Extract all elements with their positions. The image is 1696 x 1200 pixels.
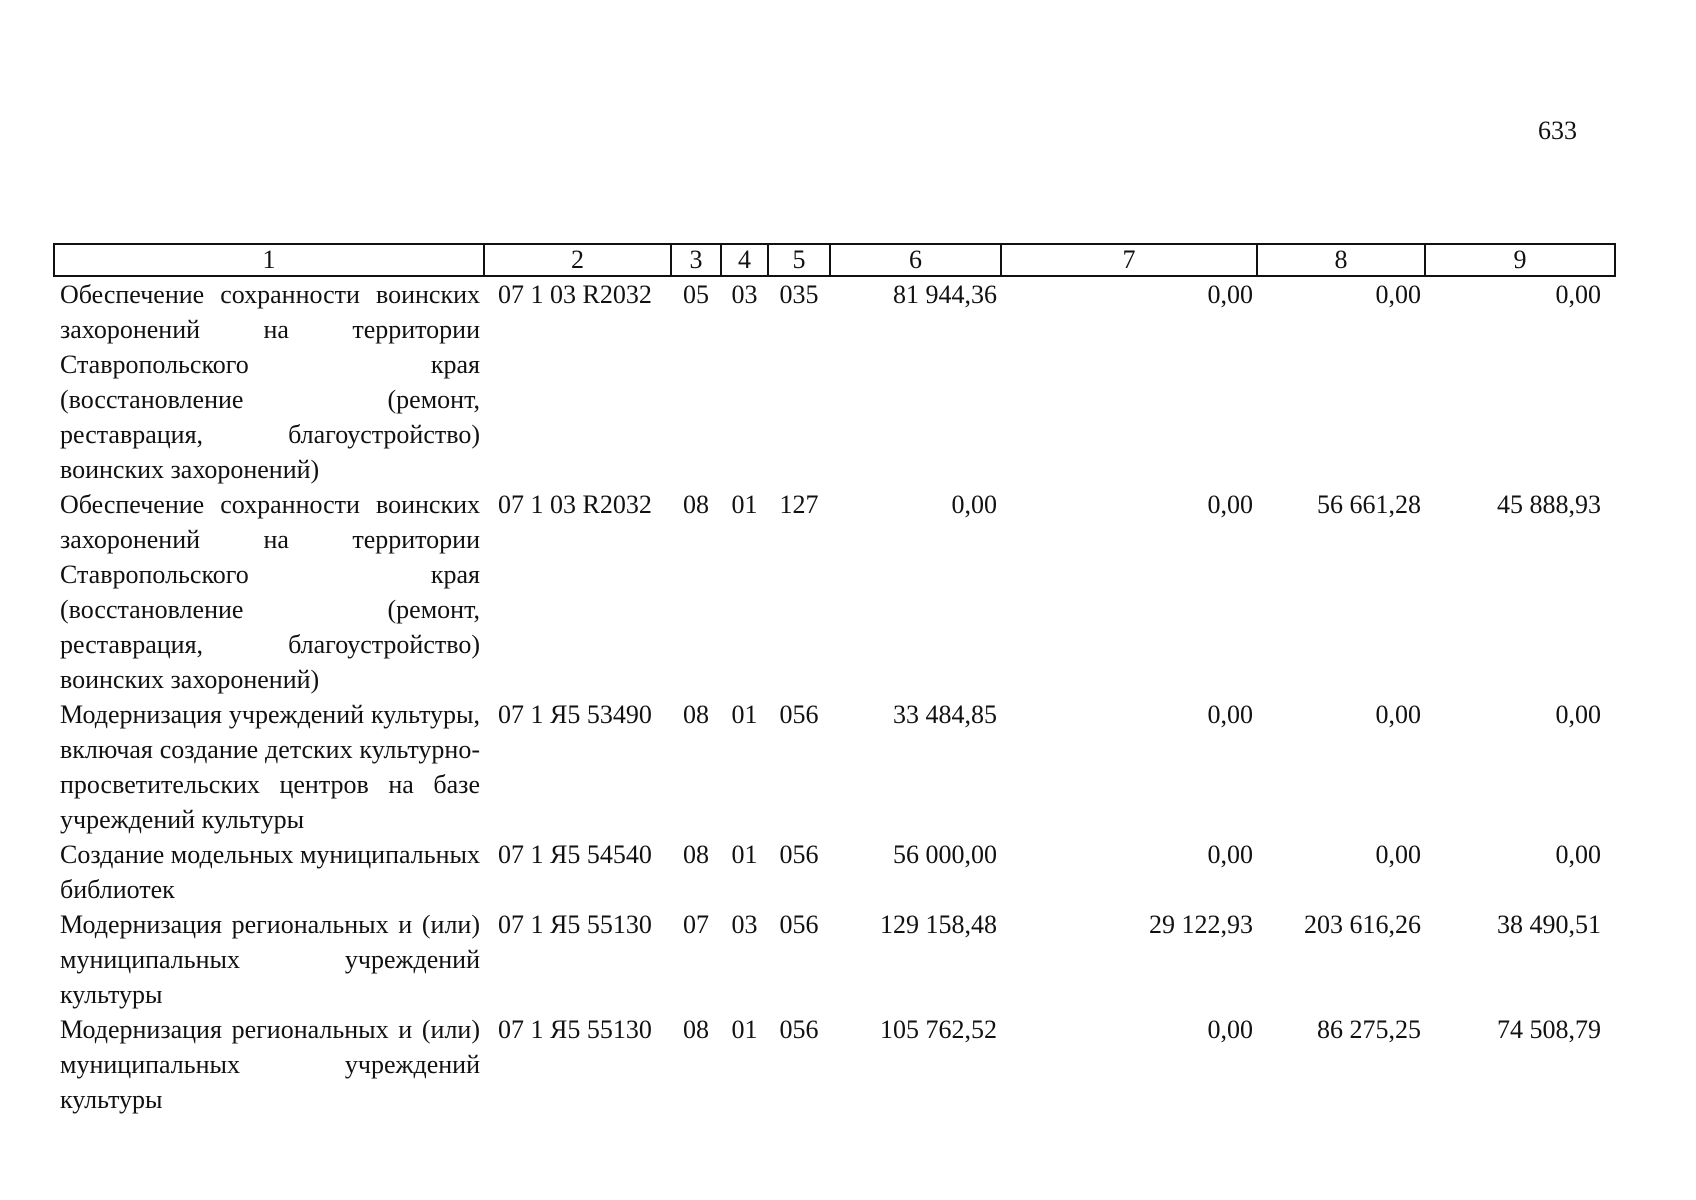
subsection-code: 01 (731, 490, 758, 519)
section-code: 08 (683, 1015, 709, 1044)
amount-col7: 0,00 (1207, 1015, 1253, 1044)
expense-type-code: 035 (779, 280, 819, 309)
column-header: 7 (1001, 244, 1257, 276)
column-header: 1 (54, 244, 484, 276)
amount-col8: 86 275,25 (1317, 1015, 1421, 1044)
expense-type-code: 056 (779, 910, 819, 939)
amount-col6: 81 944,36 (893, 280, 997, 309)
amount-col6: 105 762,52 (880, 1015, 997, 1044)
item-name: Модернизация учреждений культуры, включая создание детских культурно-просветительских центров на базе учреждений культуры (60, 700, 480, 834)
amount-col9: 0,00 (1555, 700, 1601, 729)
amount-col6: 33 484,85 (893, 700, 997, 729)
section-code: 08 (683, 700, 709, 729)
amount-col7: 29 122,93 (1149, 910, 1253, 939)
amount-col7: 0,00 (1207, 700, 1253, 729)
amount-col7: 0,00 (1207, 840, 1253, 869)
table-row (54, 837, 1615, 907)
subsection-code: 01 (731, 1015, 758, 1044)
table-row (54, 276, 1615, 487)
table-row (54, 697, 1615, 837)
item-name: Модернизация региональных и (или) муниципальных учреждений культуры (60, 1015, 480, 1114)
page-number: 633 (1538, 116, 1577, 145)
section-code: 07 (683, 910, 709, 939)
amount-col6: 129 158,48 (880, 910, 997, 939)
subsection-code: 01 (731, 840, 758, 869)
column-header: 5 (768, 244, 830, 276)
subsection-code: 01 (731, 700, 758, 729)
table-row (54, 487, 1615, 697)
subsection-code: 03 (731, 910, 758, 939)
section-code: 08 (683, 490, 709, 519)
table-row (54, 907, 1615, 1012)
target-code: 07 1 Я5 53490 (498, 700, 652, 729)
amount-col7: 0,00 (1207, 280, 1253, 309)
column-header: 9 (1425, 244, 1615, 276)
item-name: Обеспечение сохранности воинских захоронений на территории Ставропольского края (восстановление (ремонт, реставрация, благоустройство) воинских захоронений) (60, 490, 480, 694)
expense-type-code: 056 (779, 1015, 819, 1044)
column-header: 4 (721, 244, 768, 276)
target-code: 07 1 03 R2032 (498, 280, 652, 309)
target-code: 07 1 Я5 55130 (498, 910, 652, 939)
amount-col8: 0,00 (1375, 700, 1421, 729)
expense-type-code: 056 (779, 700, 819, 729)
amount-col9: 0,00 (1555, 840, 1601, 869)
section-code: 08 (683, 840, 709, 869)
target-code: 07 1 Я5 55130 (498, 1015, 652, 1044)
target-code: 07 1 Я5 54540 (498, 840, 652, 869)
item-name: Создание модельных муниципальных библиотек (60, 840, 480, 904)
amount-col7: 0,00 (1207, 490, 1253, 519)
amount-col9: 45 888,93 (1497, 490, 1601, 519)
item-name: Модернизация региональных и (или) муниципальных учреждений культуры (60, 910, 480, 1009)
column-header: 2 (484, 244, 671, 276)
header-row (54, 244, 1615, 276)
amount-col9: 74 508,79 (1497, 1015, 1601, 1044)
subsection-code: 03 (731, 280, 758, 309)
column-header: 8 (1257, 244, 1425, 276)
amount-col8: 0,00 (1375, 280, 1421, 309)
table-row (54, 1012, 1615, 1117)
item-name: Обеспечение сохранности воинских захоронений на территории Ставропольского края (восстановление (ремонт, реставрация, благоустройство) воинских захоронений) (60, 280, 480, 484)
amount-col8: 56 661,28 (1317, 490, 1421, 519)
amount-col6: 0,00 (951, 490, 997, 519)
amount-col8: 0,00 (1375, 840, 1421, 869)
target-code: 07 1 03 R2032 (498, 490, 652, 519)
expense-type-code: 127 (779, 490, 819, 519)
amount-col9: 38 490,51 (1497, 910, 1601, 939)
section-code: 05 (683, 280, 709, 309)
column-header: 3 (671, 244, 721, 276)
budget-table (53, 243, 1616, 1117)
amount-col6: 56 000,00 (893, 840, 997, 869)
expense-type-code: 056 (779, 840, 819, 869)
amount-col9: 0,00 (1555, 280, 1601, 309)
column-header: 6 (830, 244, 1001, 276)
amount-col8: 203 616,26 (1304, 910, 1421, 939)
